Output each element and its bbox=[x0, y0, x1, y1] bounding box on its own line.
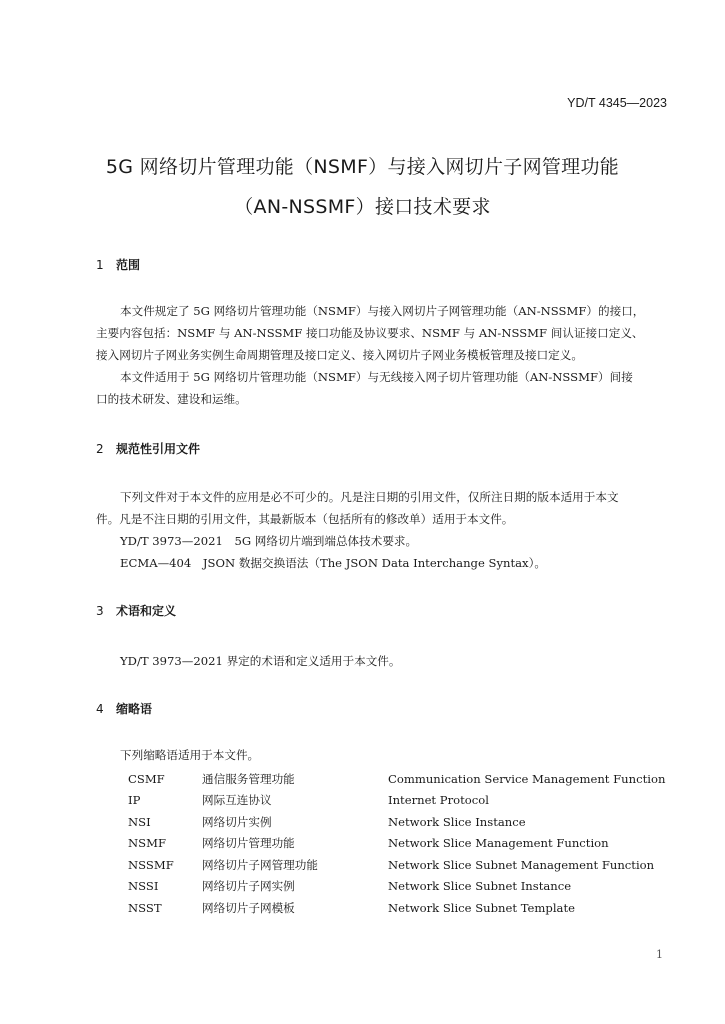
terms-text bbox=[96, 650, 400, 672]
abbreviation-english: Internet Protocol bbox=[388, 793, 489, 808]
section-3-heading bbox=[96, 602, 176, 619]
reference-item: ECMA—404 JSON 数据交换语法（The JSON Data Interchange Syntax）。 bbox=[120, 556, 546, 570]
abbreviation-chinese: 网际互连协议 bbox=[202, 793, 272, 808]
abbreviation-chinese: 网络切片子网实例 bbox=[202, 879, 295, 894]
abbreviation-english: Communication Service Management Function bbox=[388, 771, 666, 786]
paragraph-line: YD/T 3973—2021 界定的术语和定义适用于本文件。 bbox=[120, 654, 401, 668]
abbreviation-term: NSST bbox=[128, 900, 162, 915]
section-title: 缩略语 bbox=[116, 702, 153, 716]
abbreviation-chinese: 网络切片子网模板 bbox=[202, 900, 295, 915]
abbreviation-english: Network Slice Subnet Template bbox=[388, 900, 575, 915]
references-text bbox=[96, 486, 619, 574]
abbreviation-english: Network Slice Management Function bbox=[388, 836, 609, 851]
abbreviation-row bbox=[128, 833, 665, 855]
paragraph-line: 主要内容包括：NSMF 与 AN-NSSMF 接口功能及协议要求、NSMF 与 AN-NSSMF 间认证接口定义、 bbox=[96, 326, 644, 340]
section-title: 规范性引用文件 bbox=[116, 442, 201, 456]
paragraph-line: 本文件规定了 5G 网络切片管理功能（NSMF）与接入网切片子网管理功能（AN-NSSMF）的接口， bbox=[120, 304, 645, 318]
abbreviation-term: NSSMF bbox=[128, 857, 174, 872]
abbreviation-english: Network Slice Subnet Management Function bbox=[388, 857, 655, 872]
abbreviation-chinese: 网络切片管理功能 bbox=[202, 836, 295, 851]
abbreviation-term: NSSI bbox=[128, 879, 159, 894]
section-number: 1 bbox=[96, 258, 104, 272]
abbreviation-term: CSMF bbox=[128, 771, 165, 786]
scope-text bbox=[96, 300, 644, 410]
paragraph-line: 本文件适用于 5G 网络切片管理功能（NSMF）与无线接入网子切片管理功能（AN-NSSMF）间接 bbox=[120, 370, 633, 384]
abbreviation-term: IP bbox=[128, 793, 141, 808]
abbrev-intro bbox=[120, 744, 259, 766]
paragraph-line: 接入网切片子网业务实例生命周期管理及接口定义、接入网切片子网业务模板管理及接口定义。 bbox=[96, 348, 583, 362]
abbreviation-row bbox=[128, 768, 665, 790]
section-2-heading bbox=[96, 440, 200, 457]
document-id: YD/T 4345—2023 bbox=[567, 96, 667, 110]
section-number: 2 bbox=[96, 442, 104, 456]
section-title: 范围 bbox=[116, 258, 141, 272]
section-number: 4 bbox=[96, 702, 104, 716]
abbreviation-term: NSMF bbox=[128, 836, 167, 851]
abbreviation-row bbox=[128, 790, 665, 812]
abbreviation-english: Network Slice Instance bbox=[388, 814, 526, 829]
abbreviation-chinese: 网络切片子网管理功能 bbox=[202, 857, 318, 872]
title-line-1: 5G 网络切片管理功能（NSMF）与接入网切片子网管理功能 bbox=[105, 156, 620, 178]
abbreviation-row bbox=[128, 854, 665, 876]
abbreviation-row bbox=[128, 897, 665, 919]
abbreviation-english: Network Slice Subnet Instance bbox=[388, 879, 572, 894]
section-number: 3 bbox=[96, 604, 104, 618]
abbreviation-chinese: 网络切片实例 bbox=[202, 814, 272, 829]
section-title: 术语和定义 bbox=[116, 604, 177, 618]
paragraph-line: 件。凡是不注日期的引用文件，其最新版本（包括所有的修改单）适用于本文件。 bbox=[96, 512, 514, 526]
reference-item: YD/T 3973—2021 5G 网络切片端到端总体技术要求。 bbox=[120, 534, 418, 548]
paragraph-line: 下列缩略语适用于本文件。 bbox=[120, 748, 260, 762]
paragraph-line: 口的技术研发、建设和运维。 bbox=[96, 392, 247, 406]
abbreviation-table bbox=[128, 768, 665, 919]
abbreviation-row bbox=[128, 876, 665, 898]
title-line-2: （AN-NSSMF）接口技术要求 bbox=[234, 196, 491, 218]
paragraph-line: 下列文件对于本文件的应用是必不可少的。凡是注日期的引用文件，仅所注日期的版本适用于本文 bbox=[120, 490, 619, 504]
section-4-heading bbox=[96, 700, 152, 717]
abbreviation-chinese: 通信服务管理功能 bbox=[202, 771, 295, 786]
page-number: 1 bbox=[656, 948, 663, 961]
section-1-heading bbox=[96, 256, 140, 273]
abbreviation-term: NSI bbox=[128, 814, 151, 829]
abbreviation-row bbox=[128, 811, 665, 833]
